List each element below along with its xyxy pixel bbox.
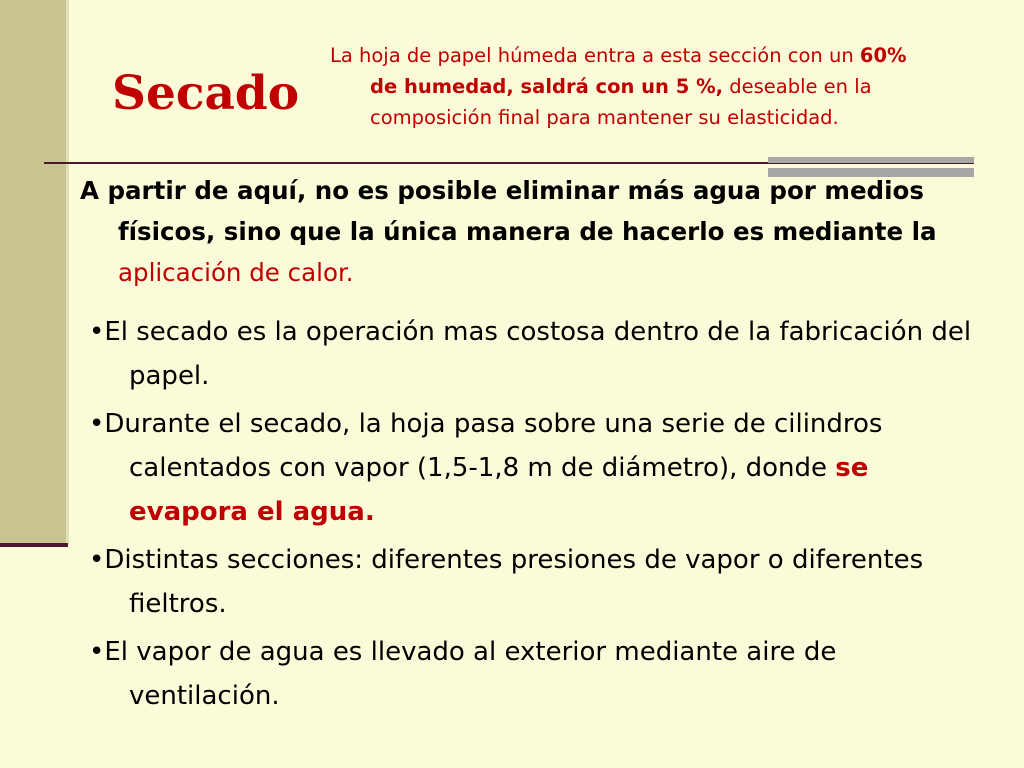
note-line2-text: deseable en la xyxy=(723,75,872,98)
sidebar-shadow xyxy=(66,0,69,545)
bullet-item xyxy=(89,538,989,626)
lead-highlight: aplicación de calor. xyxy=(118,258,354,287)
bullet-text: •El vapor de agua es llevado al exterior mediante aire de ventilación. xyxy=(89,637,837,711)
sidebar-bottom-bar xyxy=(0,543,68,547)
bullet-item xyxy=(89,402,989,534)
bullet-text: •Durante el secado, la hoja pasa sobre una serie de cilindros calentados con vapor (1,5-1,8 m de diámetro), donde xyxy=(89,409,883,483)
note-line1-text: La hoja de papel húmeda entra a esta sección con un xyxy=(330,44,860,67)
note-line1-percent: 60% xyxy=(859,44,907,67)
note-line2-bold: de humedad, saldrá con un 5 %, xyxy=(370,75,724,98)
bullet-highlight: se evapora el agua. xyxy=(129,453,869,527)
slide-title: Secado xyxy=(112,66,300,121)
bullet-list xyxy=(89,310,989,722)
lead-text: A partir de aquí, no es posible eliminar más agua por medios físicos, sino que la única manera de hacerlo es mediante la xyxy=(80,176,937,246)
bullet-text: •Distintas secciones: diferentes presiones de vapor o diferentes fieltros. xyxy=(89,545,924,619)
deco-bar-top xyxy=(768,157,974,163)
bullet-item xyxy=(89,310,989,398)
note-line3-text: composición final para mantener su elasticidad. xyxy=(370,106,839,129)
sidebar-band xyxy=(0,0,66,545)
lead-paragraph xyxy=(80,170,1018,293)
bullet-item xyxy=(89,630,989,718)
title-note xyxy=(330,40,990,133)
bullet-text: •El secado es la operación mas costosa dentro de la fabricación del papel. xyxy=(89,317,972,391)
